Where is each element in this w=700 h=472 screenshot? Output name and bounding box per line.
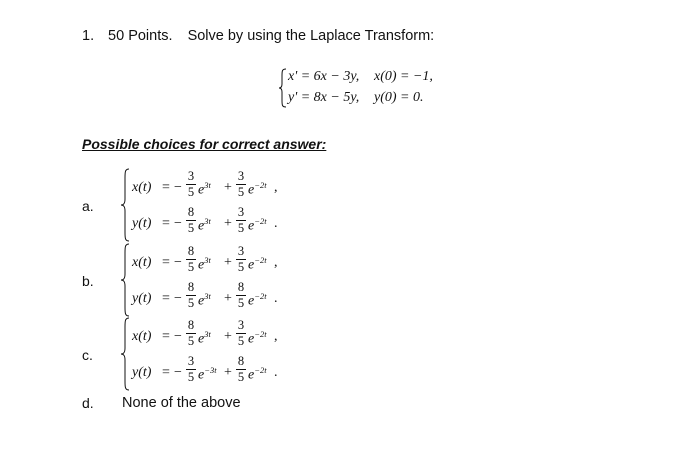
option-a-letter: a. bbox=[82, 198, 94, 214]
coefficient-2-numerator: 3 bbox=[237, 244, 245, 258]
exp-term-2: $e^{-2t}$ bbox=[248, 365, 267, 383]
exponent-2: −2t bbox=[254, 329, 267, 339]
end-punct: , bbox=[274, 180, 278, 195]
coefficient-2-denominator: 5 bbox=[237, 334, 245, 348]
equals-sign: = bbox=[162, 255, 170, 270]
exp-term-1: $e^{3t}$ bbox=[198, 255, 211, 273]
leading-sign: − bbox=[174, 216, 182, 231]
coefficient-1-denominator: 5 bbox=[187, 370, 195, 384]
exponent-2: −2t bbox=[254, 180, 267, 190]
exponent-2: −2t bbox=[254, 216, 267, 226]
exponent-1: 3t bbox=[204, 255, 211, 265]
end-punct: , bbox=[274, 255, 278, 270]
coefficient-1 bbox=[186, 355, 196, 384]
exp-term-2: $e^{-2t}$ bbox=[248, 180, 267, 198]
left-brace-icon bbox=[120, 168, 130, 242]
coefficient-1-numerator: 8 bbox=[187, 205, 195, 219]
end-punct: . bbox=[274, 216, 278, 231]
coefficient-2 bbox=[236, 281, 246, 310]
equals-sign: = bbox=[162, 180, 170, 195]
question-points: 50 Points. bbox=[108, 28, 173, 44]
coefficient-2 bbox=[236, 170, 246, 199]
exponent-2: −2t bbox=[254, 291, 267, 301]
exp-term-2: $e^{-2t}$ bbox=[248, 291, 267, 309]
equals-sign: = bbox=[162, 216, 170, 231]
coefficient-2-denominator: 5 bbox=[237, 260, 245, 274]
coefficient-2-denominator: 5 bbox=[237, 185, 245, 199]
coefficient-1-numerator: 8 bbox=[187, 318, 195, 332]
equation-1-ode: x' = 6x − 3y, bbox=[288, 69, 360, 84]
left-brace-icon bbox=[120, 317, 130, 391]
function-name: x(t) bbox=[132, 180, 152, 195]
coefficient-1-numerator: 8 bbox=[187, 280, 195, 294]
equation-2 bbox=[288, 90, 424, 106]
option-a[interactable] bbox=[120, 168, 320, 242]
function-name: x(t) bbox=[132, 329, 152, 344]
option-c[interactable] bbox=[120, 317, 320, 391]
end-punct: . bbox=[274, 291, 278, 306]
coefficient-2-numerator: 3 bbox=[237, 318, 245, 332]
option-d-letter: d. bbox=[82, 395, 94, 411]
exp-term-1: $e^{-3t}$ bbox=[198, 365, 217, 383]
leading-sign: − bbox=[174, 180, 182, 195]
equals-sign: = bbox=[162, 329, 170, 344]
exponent-1: −3t bbox=[204, 365, 217, 375]
coefficient-1 bbox=[186, 245, 196, 274]
choices-title: Possible choices for correct answer: bbox=[82, 136, 327, 152]
function-name: y(t) bbox=[132, 365, 152, 380]
coefficient-2-numerator: 3 bbox=[237, 205, 245, 219]
coefficient-1 bbox=[186, 281, 196, 310]
exponent-1: 3t bbox=[204, 180, 211, 190]
exp-term-1: $e^{3t}$ bbox=[198, 180, 211, 198]
exponent-1: 3t bbox=[204, 291, 211, 301]
exp-term-1: $e^{3t}$ bbox=[198, 291, 211, 309]
leading-sign: − bbox=[174, 329, 182, 344]
exponent-1: 3t bbox=[204, 329, 211, 339]
function-name: y(t) bbox=[132, 291, 152, 306]
exp-term-1: $e^{3t}$ bbox=[198, 329, 211, 347]
coefficient-1-numerator: 3 bbox=[187, 169, 195, 183]
exponent-2: −2t bbox=[254, 255, 267, 265]
initial-condition-1: x(0) = −1, bbox=[374, 69, 433, 84]
plus-sign: + bbox=[224, 329, 232, 344]
exp-term-2: $e^{-2t}$ bbox=[248, 329, 267, 347]
coefficient-2 bbox=[236, 245, 246, 274]
leading-sign: − bbox=[174, 255, 182, 270]
exp-term-1: $e^{3t}$ bbox=[198, 216, 211, 234]
equals-sign: = bbox=[162, 365, 170, 380]
leading-sign: − bbox=[174, 291, 182, 306]
exp-term-2: $e^{-2t}$ bbox=[248, 255, 267, 273]
coefficient-1-denominator: 5 bbox=[187, 334, 195, 348]
end-punct: , bbox=[274, 329, 278, 344]
coefficient-1-numerator: 8 bbox=[187, 244, 195, 258]
plus-sign: + bbox=[224, 216, 232, 231]
coefficient-2 bbox=[236, 206, 246, 235]
equation-1 bbox=[288, 69, 433, 85]
leading-sign: − bbox=[174, 365, 182, 380]
coefficient-2-numerator: 8 bbox=[237, 280, 245, 294]
coefficient-1 bbox=[186, 206, 196, 235]
coefficient-2-denominator: 5 bbox=[237, 370, 245, 384]
coefficient-1-denominator: 5 bbox=[187, 260, 195, 274]
coefficient-2-denominator: 5 bbox=[237, 221, 245, 235]
plus-sign: + bbox=[224, 365, 232, 380]
coefficient-1 bbox=[186, 170, 196, 199]
option-c-letter: c. bbox=[82, 347, 93, 363]
plus-sign: + bbox=[224, 291, 232, 306]
option-b-letter: b. bbox=[82, 273, 94, 289]
exponent-1: 3t bbox=[204, 216, 211, 226]
equals-sign: = bbox=[162, 291, 170, 306]
left-brace-icon bbox=[120, 243, 130, 317]
coefficient-2 bbox=[236, 319, 246, 348]
coefficient-2-numerator: 3 bbox=[237, 169, 245, 183]
coefficient-1-denominator: 5 bbox=[187, 221, 195, 235]
exponent-2: −2t bbox=[254, 365, 267, 375]
coefficient-1-numerator: 3 bbox=[187, 354, 195, 368]
exp-term-2: $e^{-2t}$ bbox=[248, 216, 267, 234]
coefficient-2-numerator: 8 bbox=[237, 354, 245, 368]
plus-sign: + bbox=[224, 255, 232, 270]
initial-condition-2: y(0) = 0. bbox=[374, 90, 424, 105]
coefficient-2 bbox=[236, 355, 246, 384]
equation-2-ode: y' = 8x − 5y, bbox=[288, 90, 360, 105]
option-b[interactable] bbox=[120, 243, 320, 317]
option-d[interactable]: None of the above bbox=[122, 395, 241, 411]
question-number: 1. bbox=[82, 28, 95, 44]
function-name: x(t) bbox=[132, 255, 152, 270]
question-prompt: Solve by using the Laplace Transform: bbox=[187, 28, 435, 44]
function-name: y(t) bbox=[132, 216, 152, 231]
coefficient-1-denominator: 5 bbox=[187, 185, 195, 199]
plus-sign: + bbox=[224, 180, 232, 195]
left-brace-icon bbox=[278, 68, 287, 108]
coefficient-1-denominator: 5 bbox=[187, 296, 195, 310]
coefficient-2-denominator: 5 bbox=[237, 296, 245, 310]
question-header bbox=[82, 28, 434, 44]
coefficient-1 bbox=[186, 319, 196, 348]
end-punct: . bbox=[274, 365, 278, 380]
